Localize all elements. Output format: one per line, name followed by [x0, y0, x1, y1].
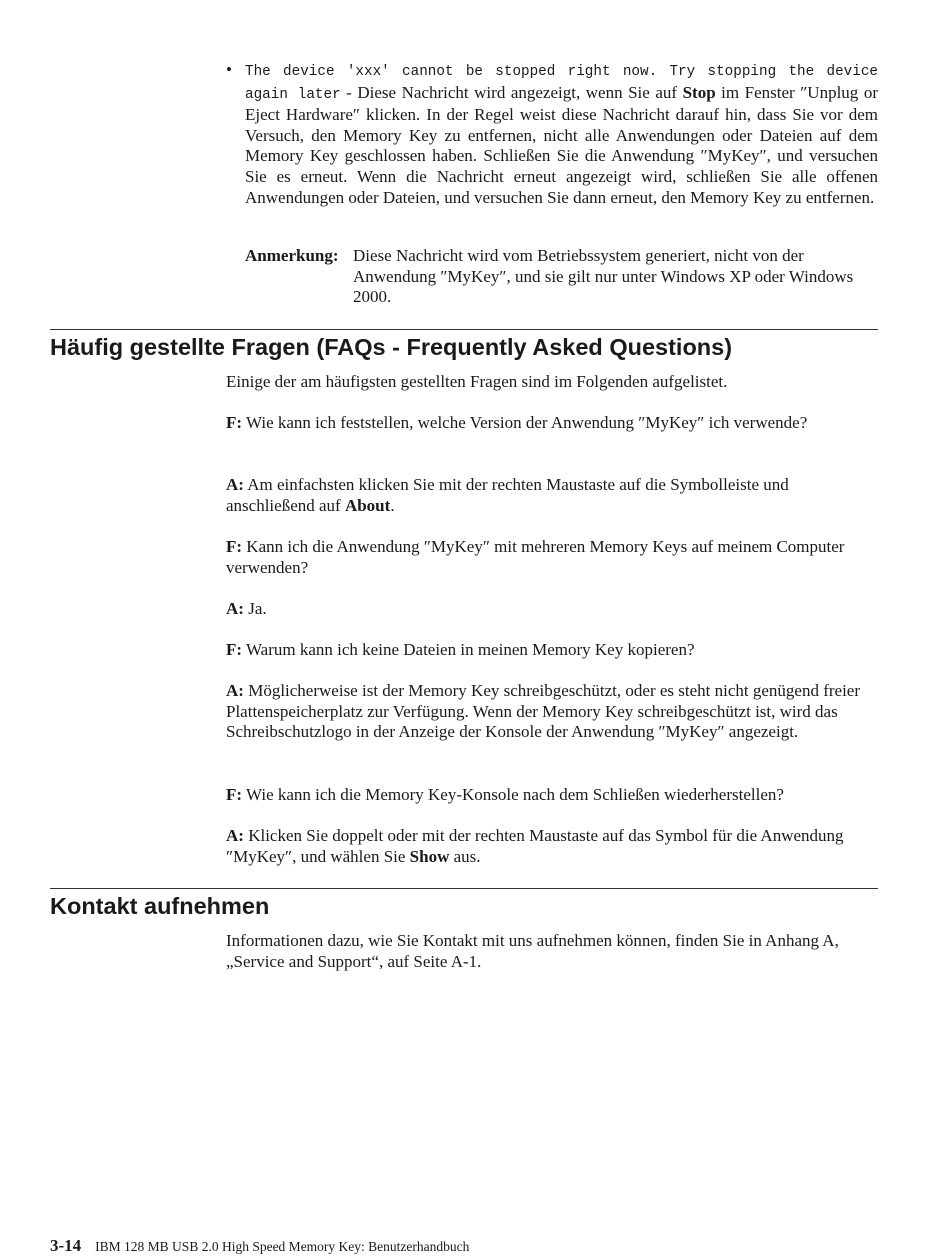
note-block: [245, 246, 878, 308]
answer-text: Klicken Sie doppelt oder mit der rechten Maustaste auf das Symbol für die Anwendung ″MyKey″, und wählen Sie: [226, 826, 844, 866]
note-label: Anmerkung:: [245, 246, 339, 265]
answer-text: Am einfachsten klicken Sie mit der rechten Maustaste auf die Symbolleiste und anschließend auf: [226, 475, 789, 515]
section-divider: [50, 329, 878, 330]
document-title: IBM 128 MB USB 2.0 High Speed Memory Key: Benutzerhandbuch: [95, 1239, 470, 1254]
faq-answer-4: [226, 826, 878, 867]
answer-text-end: aus.: [449, 846, 481, 866]
question-label: F:: [226, 537, 243, 556]
faq-question-1: [226, 413, 878, 434]
stop-keyword: Stop: [682, 82, 716, 102]
question-label: F:: [226, 413, 243, 432]
error-message-code: The device 'xxx' cannot be stopped right now. Try stopping the device again later: [245, 64, 878, 103]
contact-text: Informationen dazu, wie Sie Kontakt mit uns aufnehmen können, finden Sie in Anhang A, „Service and Support“, auf Seite A-1.: [226, 931, 839, 971]
answer-label: A:: [226, 475, 244, 494]
answer-text-end: .: [390, 495, 395, 515]
bullet-item: [226, 60, 878, 208]
show-keyword: Show: [409, 846, 450, 866]
answer-text: Ja.: [248, 599, 267, 618]
faq-answer-3: [226, 681, 878, 743]
faq-question-2: [226, 537, 878, 578]
section-divider: [50, 888, 878, 889]
bullet-text-part-2: im Fenster ″Unplug or Eject Hardware″ klicken. In der Regel weist diese Nachricht darauf hin, dass Sie vor dem Versuch, den Memory Key zu entfernen, nicht alle Anwendungen oder Dateien auf dem Memory Key geschlossen haben. Schließen Sie die Anwendung ″MyKey″, und versuchen Sie es erneut. Wenn die Nachricht erneut angezeigt wird, schließen Sie alle offenen Anwendungen oder Dateien, und versuchen Sie dann erneut, den Memory Key zu entfernen.: [245, 82, 878, 207]
faq-intro: Einige der am häufigsten gestellten Fragen sind im Folgenden aufgelistet.: [226, 372, 728, 391]
question-text: Wie kann ich die Memory Key-Konsole nach dem Schließen wiederherstellen?: [246, 785, 784, 804]
answer-label: A:: [226, 681, 244, 700]
faq-answer-2: [226, 599, 878, 620]
note-text: Diese Nachricht wird vom Betriebssystem generiert, nicht von der Anwendung ″MyKey″, und sie gilt nur unter Windows XP oder Windows 2000.: [353, 246, 854, 307]
faq-answer-1: [226, 475, 878, 516]
bullet-icon: •: [226, 60, 232, 79]
contact-heading: Kontakt aufnehmen: [50, 893, 270, 919]
faq-question-3: [226, 640, 878, 661]
faq-question-4: [226, 785, 878, 806]
question-text: Wie kann ich feststellen, welche Version der Anwendung ″MyKey″ ich verwende?: [246, 413, 808, 432]
question-label: F:: [226, 640, 243, 659]
question-text: Kann ich die Anwendung ″MyKey″ mit mehreren Memory Keys auf meinem Computer verwenden?: [226, 537, 845, 577]
page-footer: [50, 1237, 469, 1256]
question-text: Warum kann ich keine Dateien in meinen Memory Key kopieren?: [246, 640, 695, 659]
answer-label: A:: [226, 599, 244, 618]
about-keyword: About: [344, 495, 391, 515]
bullet-text-part-1: - Diese Nachricht wird angezeigt, wenn Sie auf: [340, 82, 683, 102]
answer-text: Möglicherweise ist der Memory Key schreibgeschützt, oder es steht nicht genügend freier Plattenspeicherplatz zur Verfügung. Wenn der Memory Key schreibgeschützt ist, wird das Schreibschutzlogo in der Anzeige der Konsole der Anwendung ″MyKey″ angezeigt.: [226, 681, 861, 742]
faq-heading: Häufig gestellte Fragen (FAQs - Frequently Asked Questions): [50, 334, 733, 360]
question-label: F:: [226, 785, 243, 804]
page-number: 3-14: [50, 1236, 82, 1255]
bullet-text: [245, 60, 878, 208]
answer-label: A:: [226, 826, 244, 845]
